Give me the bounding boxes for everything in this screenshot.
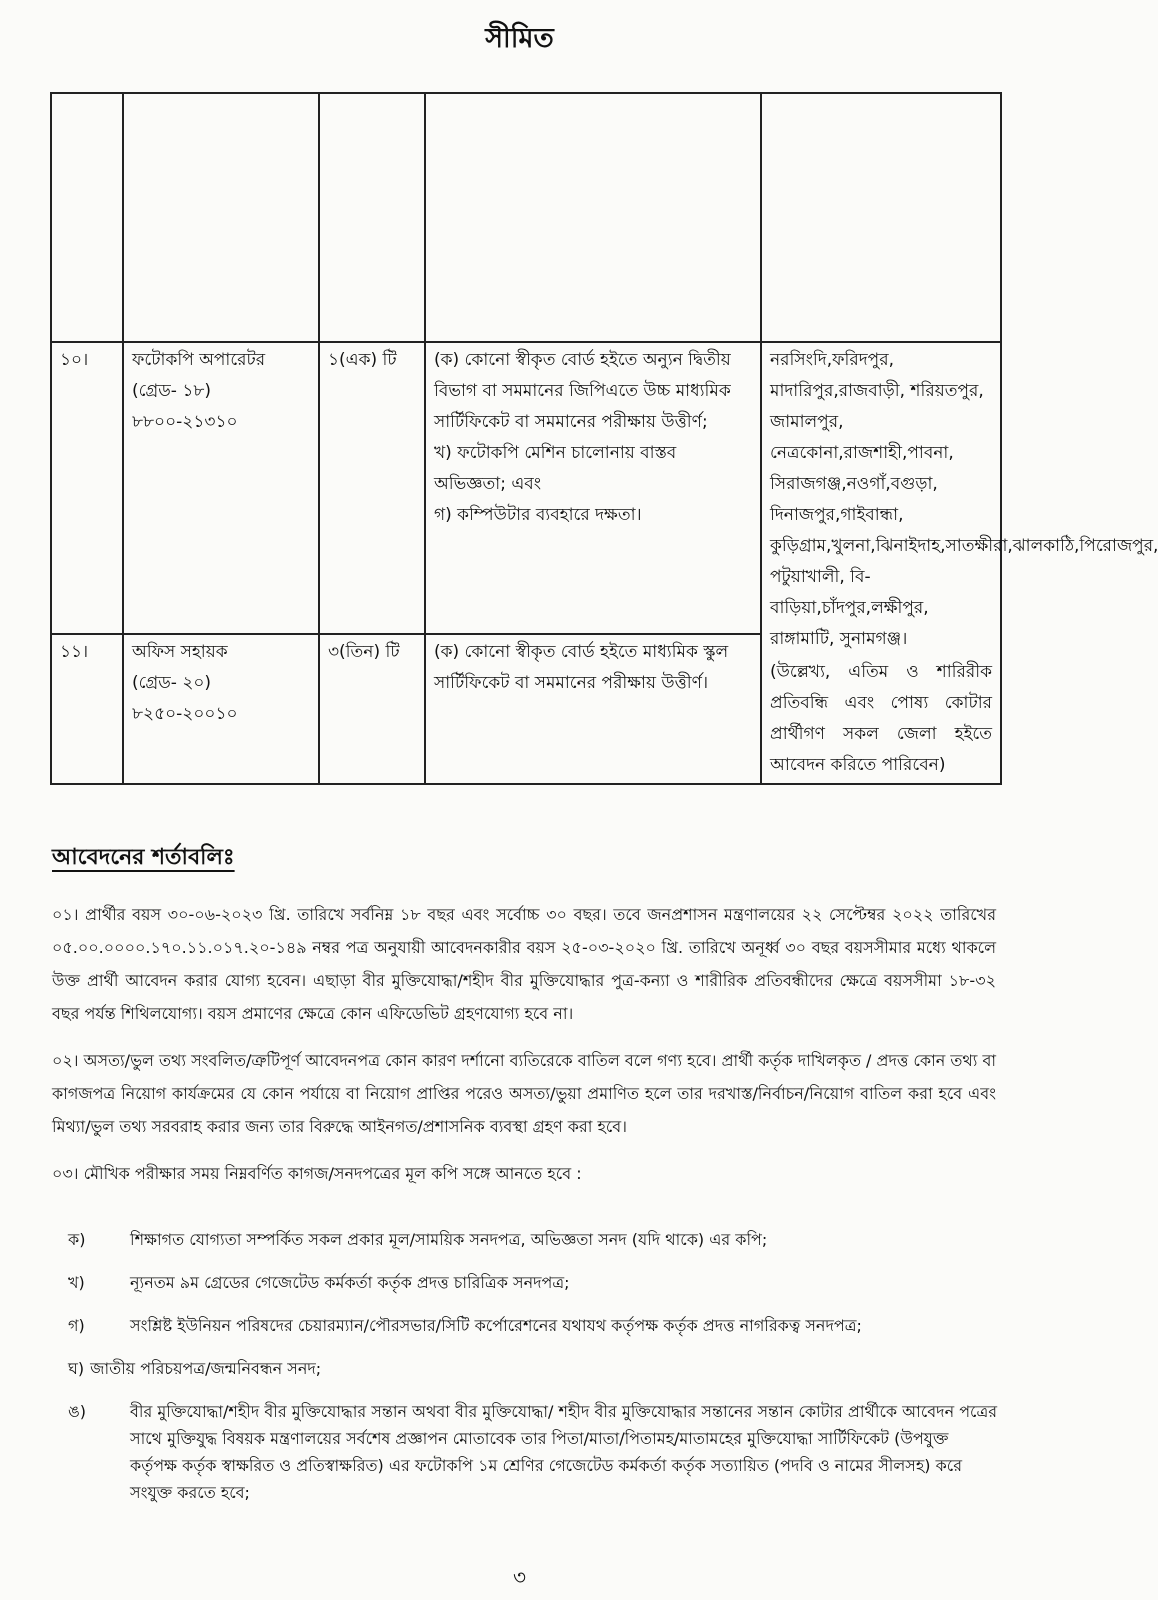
qualification-cell [425, 634, 761, 784]
post-grade: (গ্রেড- ২০) [132, 672, 212, 693]
list-marker: ঙ) [68, 1402, 86, 1421]
condition-item: ০২। অসত্য/ভুল তথ্য সংবলিত/ত্রুটিপূর্ণ আবেদনপত্র কোন কারণ দর্শানো ব্যতিরেকে বাতিল বলে গণ্য হবে। প্রার্থী কর্তৃক দাখিলকৃত / প্রদত্ত কোন তথ্য বা কাগজপত্র নিয়োগ কার্যক্রমের যে কোন পর্যায়ে বা নিয়োগ প্রাপ্তির পরেও অসত্য/ভুয়া প্রমাণিত হলে তার দরখাস্ত/নির্বাচন/নিয়োগ বাতিল করা হবে এবং মিথ্যা/ভুল তথ্য সরবরাহ করার জন্য তার বিরুদ্ধে আইনগত/প্রশাসনিক ব্যবস্থা গ্রহণ করা হবে। [52, 1051, 996, 1136]
list-item-text: জাতীয় পরিচয়পত্র/জন্মনিবন্ধন সনদ; [90, 1359, 322, 1378]
list-item-text: বীর মুক্তিযোদ্ধা/শহীদ বীর মুক্তিযোদ্ধার সন্তান অথবা বীর মুক্তিযোদ্ধা/ শহীদ বীর মুক্তিযোদ্ধার সন্তানের সন্তান কোটার প্রার্থীকে আবেদন পত্রের সাথে মুক্তিযুদ্ধ বিষয়ক মন্ত্রণালয়ের সর্বশেষ প্রজ্ঞাপন মোতাবেক তার পিতা/মাতা/পিতামহ/মাতামহের মুক্তিযোদ্ধা সার্টিফিকেট (উপযুক্ত কর্তৃপক্ষ কর্তৃক স্বাক্ষরিত ও প্রতিস্বাক্ষরিত) এর ফটোকপি ১ম শ্রেণির গেজেটেড কর্মকর্তা কর্তৃক সত্যায়িত (পদবি ও নামের সীলসহ) করে সংযুক্ত করতে হবে; [130, 1402, 998, 1502]
list-item-text: সংশ্লিষ্ট ইউনিয়ন পরিষদের চেয়ারম্যান/পৌরসভার/সিটি কর্পোরেশনের যথাযথ কর্তৃপক্ষ কর্তৃক প্রদত্ত নাগরিকত্ব সনদপত্র; [130, 1316, 862, 1335]
required-documents-list [68, 1226, 998, 1522]
post-title: অফিস সহায়ক [132, 641, 228, 662]
post-cell [123, 634, 319, 784]
list-item [68, 1355, 998, 1382]
qualification-cell [425, 342, 761, 634]
conditions-list [52, 898, 996, 1204]
district-note: (উল্লেখ্য, এতিম ও শারিরীক প্রতিবন্ধি এবং পোষ্য কোটার প্রার্থীগণ সকল জেলা হইতে আবেদন করিতে পারিবেন) [770, 662, 992, 775]
qualification-item: (ক) কোনো স্বীকৃত বোর্ড হইতে অন্যুন দ্বিতীয় বিভাগ বা সমমানের জিপিএতে উচ্চ মাধ্যমিক সার্টিফিকেট বা সমমানের পরীক্ষায় উত্তীর্ণ; [434, 350, 731, 432]
page-number: ৩ [512, 1565, 526, 1589]
list-item [68, 1226, 998, 1253]
list-marker: খ) [68, 1273, 85, 1292]
count-cell: ৩(তিন) টি [319, 634, 425, 784]
list-item [68, 1312, 998, 1339]
page-classification-label: সীমিত [485, 23, 554, 54]
count-cell: ১(এক) টি [319, 342, 425, 634]
qualification-item: গ) কম্পিউটার ব্যবহারে দক্ষতা। [434, 505, 642, 525]
district-list: নরসিংদি,ফরিদপুর, মাদারিপুর,রাজবাড়ী, শরিয়তপুর, জামালপুর, নেত্রকোনা,রাজশাহী,পাবনা, সিরাজগঞ্জ,নওগাঁ,বগুড়া, দিনাজপুর,গাইবান্ধা, কুড়িগ্রাম,খুলনা,ঝিনাইদাহ,সাতক্ষীরা,ঝালকাঠি,পিরোজপুর, পটুয়াখালী, বি-বাড়িয়া,চাঁদপুর,লক্ষীপুর, রাঙ্গামাটি, সুনামগঞ্জ। [770, 350, 1158, 649]
serial-cell: ১১। [51, 634, 123, 784]
district-cell [761, 93, 1001, 342]
conditions-heading: আবেদনের শর্তাবলিঃ [52, 845, 235, 870]
condition-item: ০১। প্রার্থীর বয়স ৩০-০৬-২০২৩ খ্রি. তারিখে সর্বনিম্ন ১৮ বছর এবং সর্বোচ্চ ৩০ বছর। তবে জনপ্রশাসন মন্ত্রণালয়ের ২২ সেপ্টেম্বর ২০২২ তারিখের ০৫.০০.০০০০.১৭০.১১.০১৭.২০-১৪৯ নম্বর পত্র অনুযায়ী আবেদনকারীর বয়স ২৫-০৩-২০২০ খ্রি. তারিখে অনূর্ধ্ব ৩০ বছর বয়সসীমার মধ্যে থাকলে উক্ত প্রার্থী আবেদন করার যোগ্য হবেন। এছাড়া বীর মুক্তিযোদ্ধা/শহীদ বীর মুক্তিযোদ্ধার পুত্র-কন্যা ও শারীরিক প্রতিবন্ধীদের ক্ষেত্রে বয়সসীমা ১৮-৩২ বছর পর্যন্ত শিথিলযোগ্য। বয়স প্রমাণের ক্ষেত্রে কোন এফিডেভিট গ্রহণযোগ্য হবে না। [52, 905, 996, 1023]
list-marker: ঘ) [68, 1359, 85, 1378]
count-cell [319, 93, 425, 342]
serial-cell [51, 93, 123, 342]
post-pay-scale: ৮৮০০-২১৩১০ [132, 412, 238, 432]
list-marker: ক) [68, 1230, 86, 1249]
serial-cell: ১০। [51, 342, 123, 634]
list-marker: গ) [68, 1316, 85, 1335]
list-item-text: শিক্ষাগত যোগ্যতা সম্পর্কিত সকল প্রকার মূল/সাময়িক সনদপত্র, অভিজ্ঞতা সনদ (যদি থাকে) এর কপি; [130, 1230, 768, 1249]
post-cell [123, 93, 319, 342]
post-title: ফটোকপি অপারেটর [132, 350, 266, 370]
list-item-text: ন্যূনতম ৯ম গ্রেডের গেজেটেড কর্মকর্তা কর্তৃক প্রদত্ত চারিত্রিক সনদপত্র; [130, 1273, 570, 1292]
condition-item: ০৩। মৌখিক পরীক্ষার সময় নিম্নবর্ণিত কাগজ/সনদপত্রের মূল কপি সঙ্গে আনতে হবে : [52, 1164, 582, 1183]
list-item [68, 1398, 998, 1506]
table-row [51, 342, 1001, 634]
qualification-cell [425, 93, 761, 342]
list-item [68, 1269, 998, 1296]
qualification-item: খ) ফটোকপি মেশিন চালোনায় বাস্তব অভিজ্ঞতা; এবং [434, 443, 677, 494]
posts-table [50, 92, 1158, 785]
table-row-continued [51, 93, 1001, 342]
qualification-item: (ক) কোনো স্বীকৃত বোর্ড হইতে মাধ্যমিক স্কুল সার্টিফিকেট বা সমমানের পরীক্ষায় উত্তীর্ণ। [434, 641, 729, 693]
post-cell [123, 342, 319, 634]
post-pay-scale: ৮২৫০-২০০১০ [132, 703, 238, 724]
post-grade: (গ্রেড- ১৮) [132, 381, 212, 401]
district-cell [761, 342, 1158, 784]
